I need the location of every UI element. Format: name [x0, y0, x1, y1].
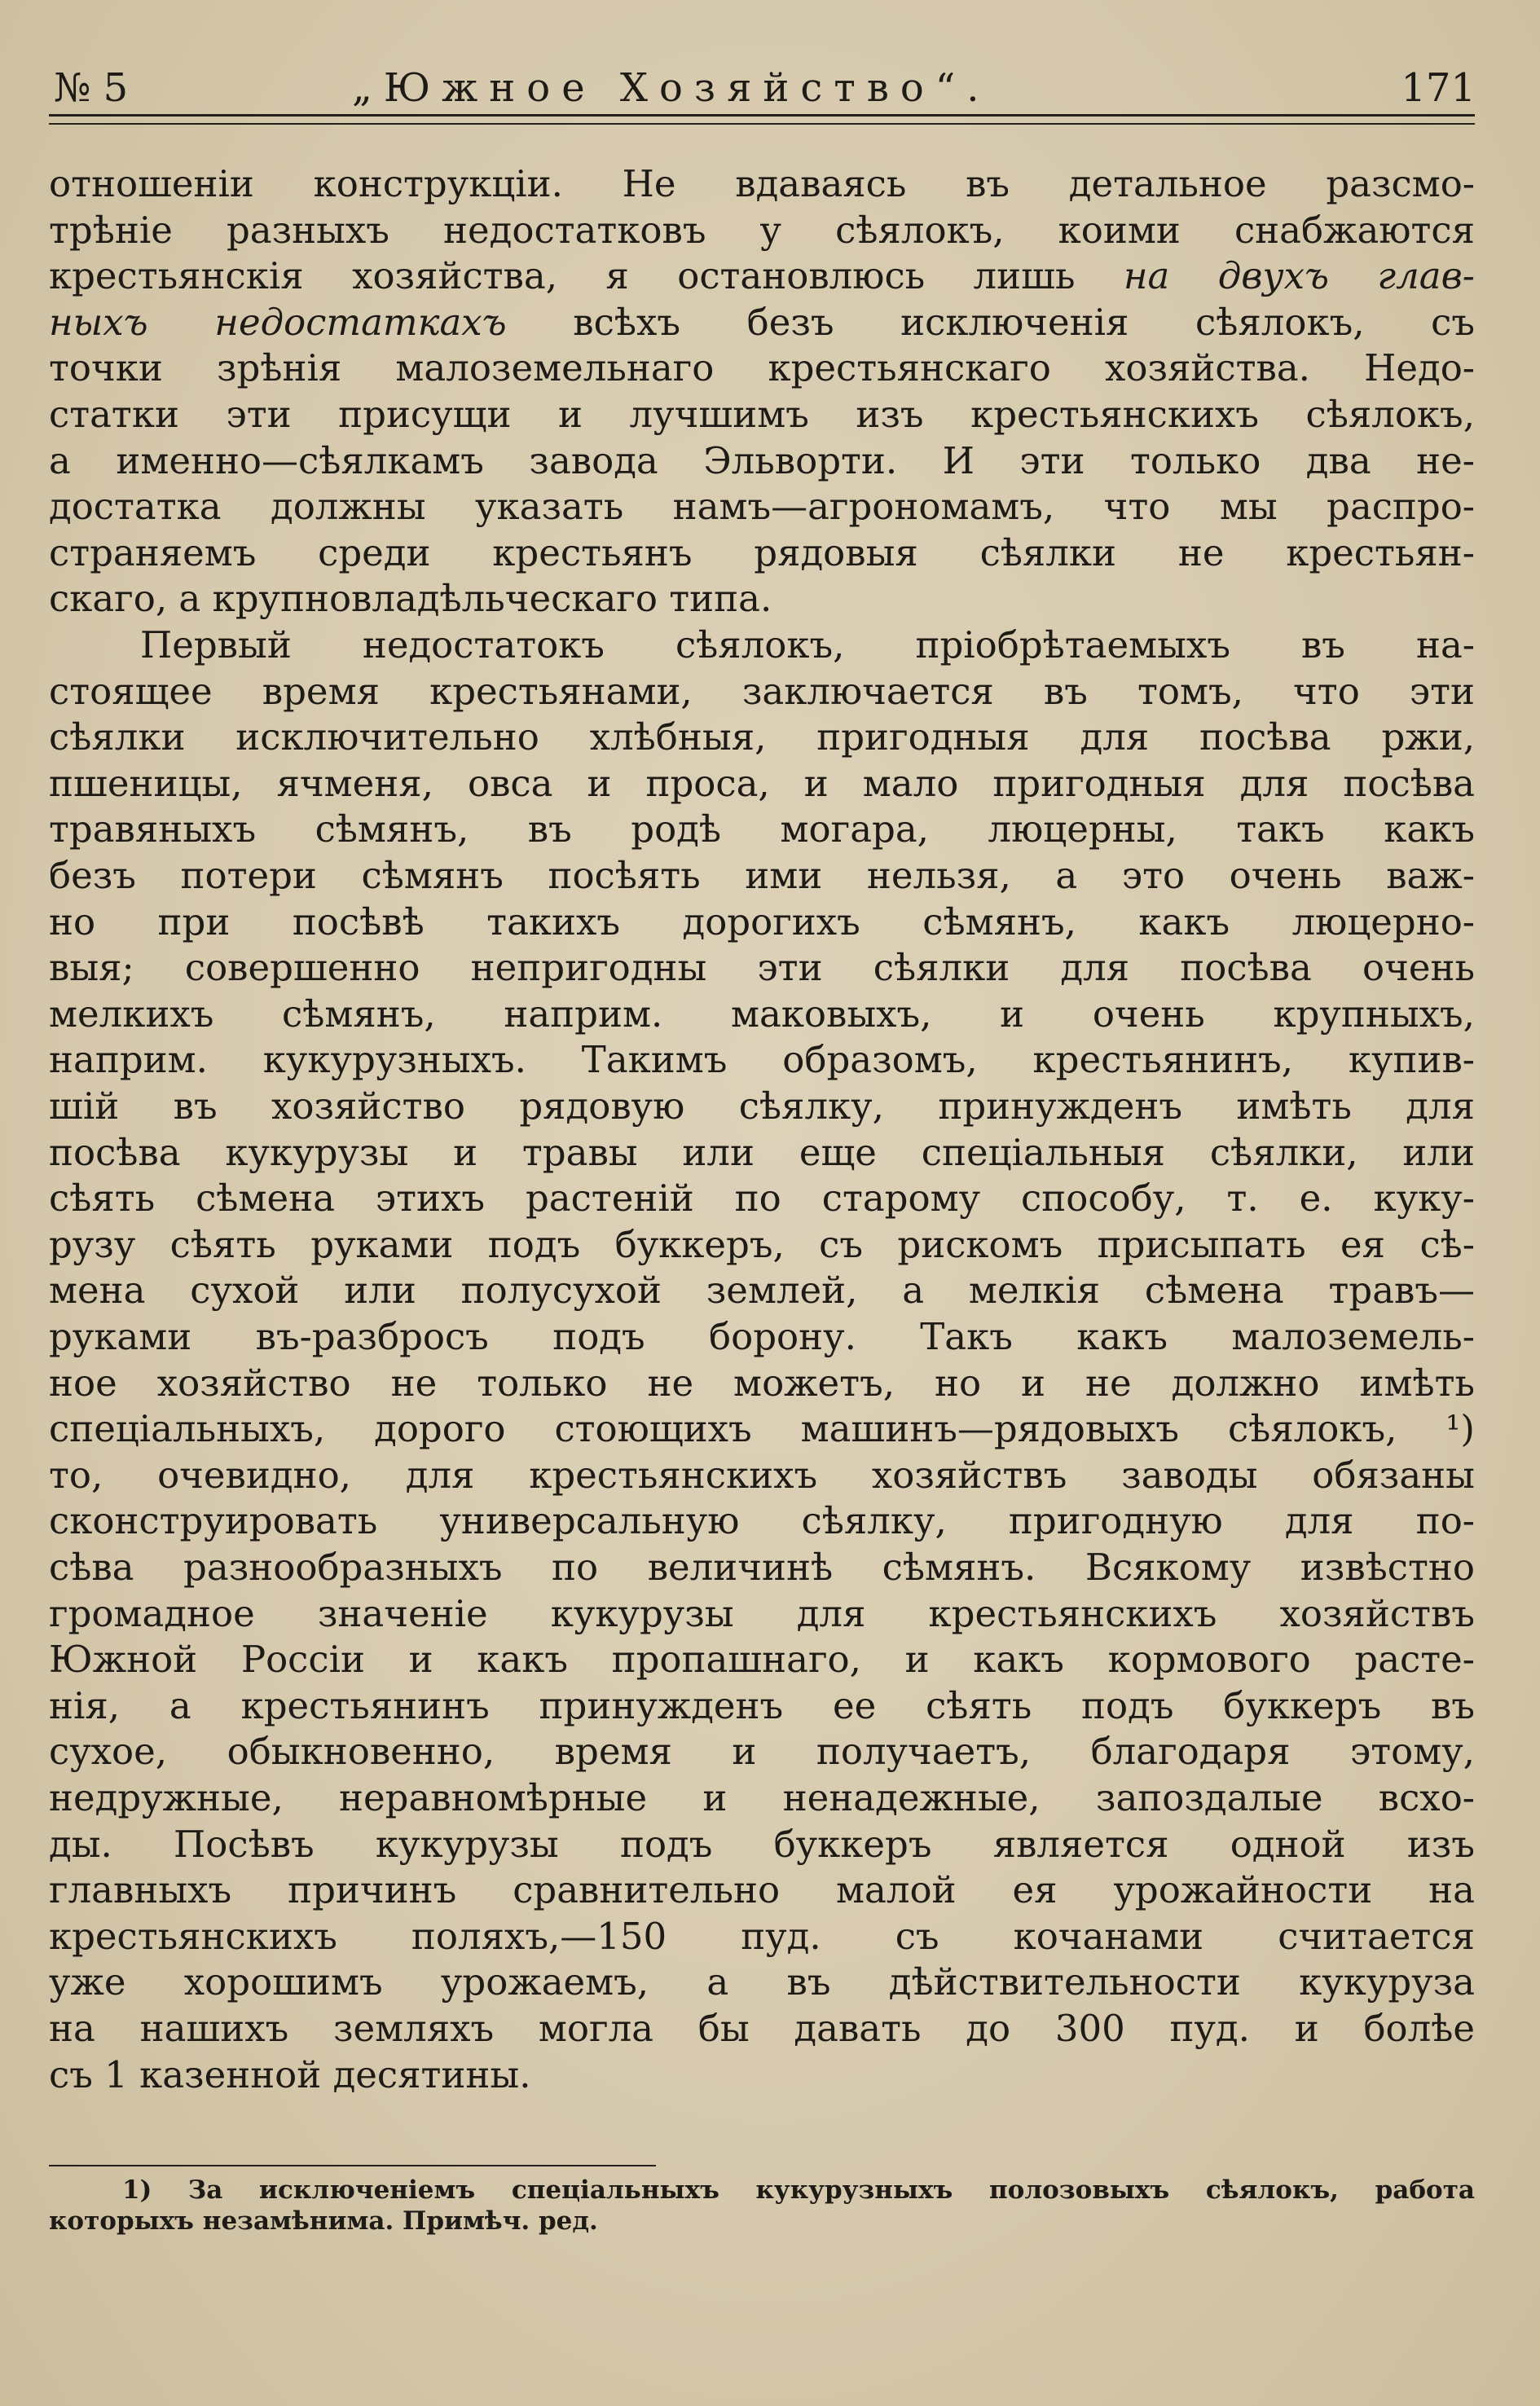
line-text: сѣва разнообразныхъ по величинѣ сѣмянъ. Всякому извѣстно: [49, 1546, 1475, 1589]
text-line: [49, 345, 1475, 391]
text-line: [49, 715, 1475, 760]
text-line: [49, 576, 1475, 622]
text-line: [49, 1406, 1475, 1452]
line-text: руками въ-разбросъ подъ борону. Такъ какъ малоземель-: [49, 1315, 1475, 1358]
text-line: [49, 1037, 1475, 1083]
text-line: [49, 945, 1475, 991]
text-line: [49, 1822, 1475, 1867]
line-text: нія, а крестьянинъ принужденъ ее сѣять подъ буккеръ въ: [49, 1684, 1475, 1727]
line-text: шій въ хозяйство рядовую сѣялку, принужденъ имѣть для: [49, 1084, 1475, 1128]
text-line: [49, 1498, 1475, 1544]
text-line: [49, 1591, 1475, 1637]
text-line: [49, 761, 1475, 807]
footnote-line: которыхъ незамѣнима. Примѣч. ред.: [49, 2206, 598, 2236]
line-text: сѣять сѣмена этихъ растеній по старому способу, т. е. куку-: [49, 1177, 1475, 1220]
line-text: отношеніи конструкціи. Не вдаваясь въ детальное разсмо-: [49, 162, 1475, 205]
text-line: [49, 1637, 1475, 1682]
line-text: скаго, а крупновладѣльческаго типа.: [49, 577, 772, 620]
text-line: [49, 2006, 1475, 2052]
line-text: мелкихъ сѣмянъ, наприм. маковыхъ, и очень крупныхъ,: [49, 992, 1475, 1036]
text-line: [49, 253, 1475, 299]
journal-title: „Южное Хозяйство“.: [352, 65, 991, 111]
line-text: а именно—сѣялкамъ завода Эльворти. И эти только два не-: [49, 439, 1475, 482]
text-line: [49, 438, 1475, 484]
line-text: съ 1 казенной десятины.: [49, 2053, 531, 2096]
page-number: 171: [1401, 65, 1476, 111]
text-line: [49, 1683, 1475, 1729]
line-text: страняемъ среди крестьянъ рядовыя сѣялки не крестьян-: [49, 531, 1475, 574]
issue-number: № 5: [54, 65, 129, 111]
line-text: достатка должны указать намъ—агрономамъ, что мы распро-: [49, 485, 1475, 528]
text-line: [49, 1453, 1475, 1498]
text-line: [49, 1222, 1475, 1268]
text-line: [49, 1176, 1475, 1221]
text-line: [49, 1314, 1475, 1360]
line-text: главныхъ причинъ сравнительно малой ея урожайности на: [49, 1868, 1475, 1911]
line-text: безъ потери сѣмянъ посѣять ими нельзя, а это очень важ-: [49, 854, 1475, 897]
text-line: [49, 1867, 1475, 1913]
text-line: [49, 1084, 1475, 1129]
line-text: ды. Посѣвъ кукурузы подъ буккеръ является одной изъ: [49, 1823, 1475, 1866]
text-line: [49, 300, 1475, 345]
line-text: наприм. кукурузныхъ. Такимъ образомъ, крестьянинъ, купив-: [49, 1038, 1475, 1081]
line-text: стоящее время крестьянами, заключается въ томъ, что эти: [49, 670, 1475, 713]
line-text: но при посѣвѣ такихъ дорогихъ сѣмянъ, какъ люцерно-: [49, 900, 1475, 943]
text-line: [49, 1775, 1475, 1821]
line-text: то, очевидно, для крестьянскихъ хозяйствъ заводы обязаны: [49, 1454, 1475, 1497]
line-text: недружные, неравномѣрные и ненадежные, запоздалые всхо-: [49, 1776, 1475, 1819]
line-text: крестьянскія хозяйства, я остановлюсь лишь: [49, 254, 1124, 297]
line-text: на нашихъ земляхъ могла бы давать до 300 пуд. и болѣе: [49, 2007, 1475, 2050]
text-line: [49, 484, 1475, 530]
text-line: [49, 392, 1475, 438]
header-rule-thick: [49, 114, 1475, 117]
emphasis-text: ныхъ недостаткахъ: [49, 301, 507, 344]
text-line: [49, 669, 1475, 715]
line-text: пшеницы, ячменя, овса и проса, и мало пригодныя для посѣва: [49, 762, 1475, 805]
text-line: [49, 2052, 1475, 2098]
line-text: статки эти присущи и лучшимъ изъ крестьянскихъ сѣялокъ,: [49, 393, 1475, 436]
text-line: [49, 1130, 1475, 1176]
text-line: [49, 208, 1475, 253]
text-line: [49, 853, 1475, 899]
text-line: [49, 161, 1475, 207]
emphasis-text: на двухъ глав-: [1123, 254, 1475, 297]
text-line: [49, 1545, 1475, 1590]
line-text: сѣялки исключительно хлѣбныя, пригодныя для посѣва ржи,: [49, 715, 1475, 759]
footnote-line: 1) За исключеніемъ спеціальныхъ кукурузныхъ полозовыхъ сѣялокъ, работа: [122, 2175, 1475, 2205]
line-text: трѣніе разныхъ недостатковъ у сѣялокъ, коими снабжаются: [49, 209, 1475, 252]
line-text: рузу сѣять руками подъ буккеръ, съ рискомъ присыпать ея сѣ-: [49, 1223, 1475, 1266]
text-line: [49, 900, 1475, 945]
footnote-rule: [49, 2165, 656, 2166]
line-text: Южной Россіи и какъ пропашнаго, и какъ кормового расте-: [49, 1638, 1475, 1681]
line-text: посѣва кукурузы и травы или еще спеціальныя сѣялки, или: [49, 1131, 1475, 1174]
line-text: спеціальныхъ, дорого стоющихъ машинъ—рядовыхъ сѣялокъ, ¹): [49, 1407, 1475, 1450]
text-line: [140, 622, 1475, 668]
text-line: [49, 1914, 1475, 1960]
text-line: [49, 1960, 1475, 2005]
line-text: громадное значеніе кукурузы для крестьянскихъ хозяйствъ: [49, 1592, 1475, 1635]
line-text: сухое, обыкновенно, время и получаетъ, благодаря этому,: [49, 1730, 1475, 1773]
text-line: [49, 1268, 1475, 1313]
text-line: [49, 1729, 1475, 1775]
line-text: точки зрѣнія малоземельнаго крестьянскаго хозяйства. Недо-: [49, 346, 1475, 389]
line-text: крестьянскихъ поляхъ,—150 пуд. съ кочанами считается: [49, 1915, 1475, 1958]
text-line: [49, 992, 1475, 1037]
line-text: сконструировать универсальную сѣялку, пригодную для по-: [49, 1499, 1475, 1542]
text-line: [49, 807, 1475, 852]
line-text: ное хозяйство не только не можетъ, но и не должно имѣть: [49, 1361, 1475, 1405]
line-text: травяныхъ сѣмянъ, въ родѣ могара, люцерны, такъ какъ: [49, 807, 1475, 851]
header-rule-thin: [49, 123, 1475, 125]
line-text: Первый недостатокъ сѣялокъ, пріобрѣтаемыхъ въ на-: [140, 623, 1475, 666]
text-line: [49, 530, 1475, 576]
line-text: мена сухой или полусухой землей, а мелкія сѣмена травъ—: [49, 1269, 1475, 1312]
line-text: уже хорошимъ урожаемъ, а въ дѣйствительности кукуруза: [49, 1960, 1475, 2004]
line-text: всѣхъ безъ исключенія сѣялокъ, съ: [506, 301, 1475, 344]
text-line: [49, 1361, 1475, 1406]
running-header: [54, 64, 1476, 112]
line-text: выя; совершенно непригодны эти сѣялки для посѣва очень: [49, 946, 1475, 989]
